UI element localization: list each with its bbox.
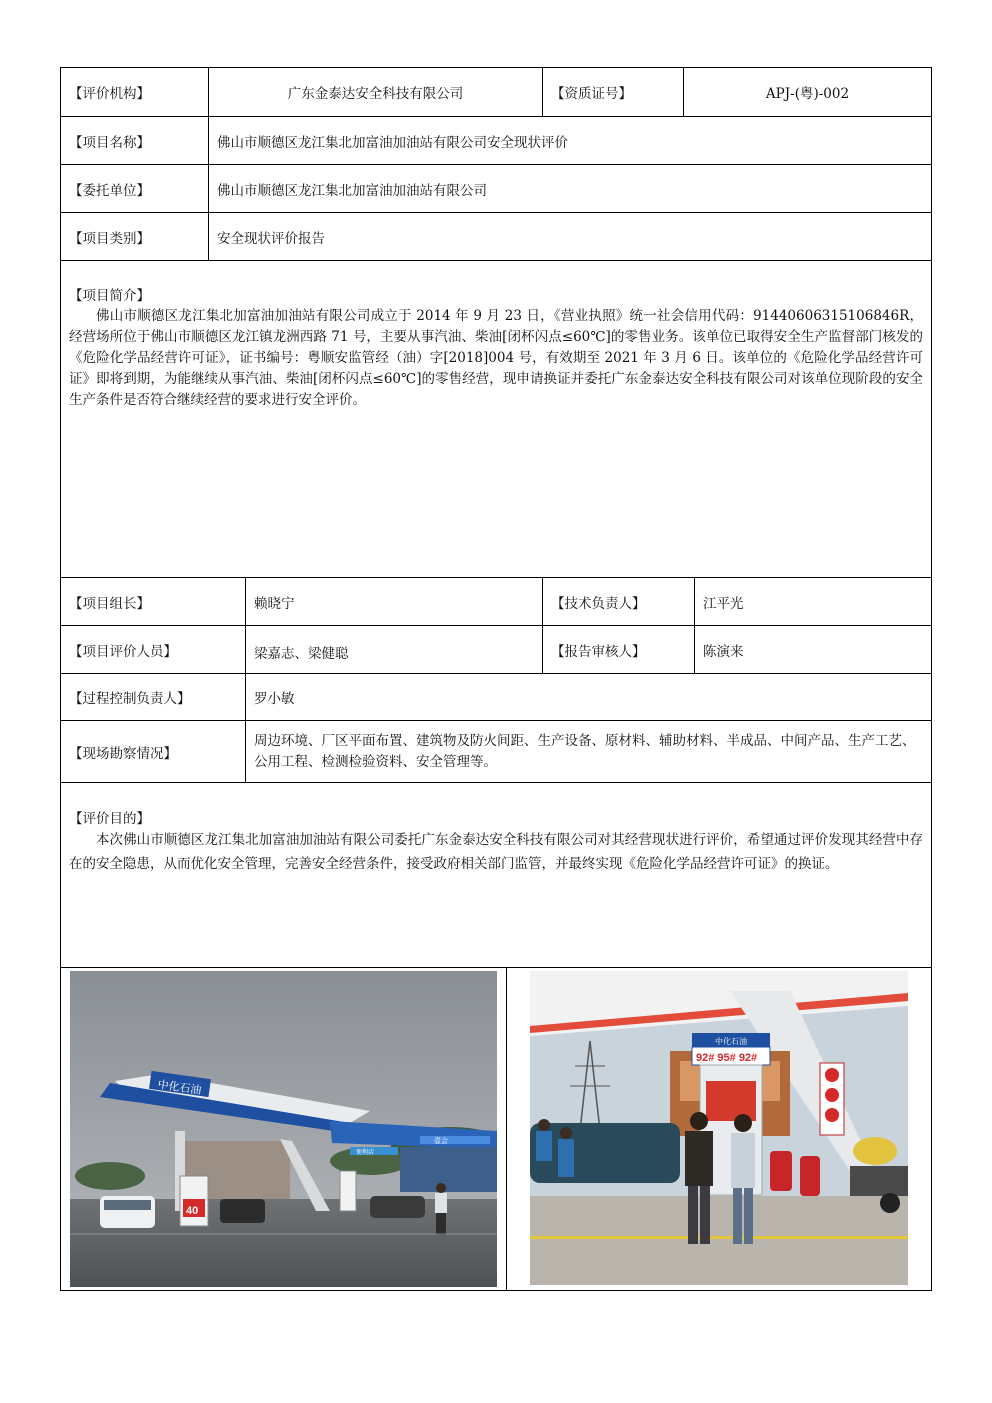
process-value: 罗小敏 [254, 691, 295, 707]
category-row [61, 213, 931, 261]
right-price-sign: 92# 95# 92# [696, 1052, 758, 1064]
category-value: 安全现状评价报告 [217, 230, 325, 247]
client-label: 【委托单位】 [61, 165, 209, 212]
cert-label: 【资质证号】 [543, 68, 684, 116]
intro-title: 【项目简介】 [69, 288, 150, 304]
survey-value: 周边环境、厂区平面布置、建筑物及防火间距、生产设备、原材料、辅助材料、半成品、中间产品、生产工艺、公用工程、检测检验资料、安全管理等。 [254, 732, 916, 770]
leader-value: 赖晓宁 [246, 578, 543, 625]
evaluators-value: 梁嘉志、梁健聪 [246, 626, 543, 673]
left-shop-sign: 壹会 [434, 1138, 448, 1145]
right-site-photo [530, 971, 908, 1285]
org-row [61, 68, 931, 117]
left-shop2-sign: 便利店 [356, 1150, 375, 1156]
org-value: 广东金泰达安全科技有限公司 [209, 68, 543, 116]
reviewer-label: 【报告审核人】 [543, 626, 695, 673]
left-canopy-sign: 中化石油 [156, 1078, 203, 1097]
leader-label: 【项目组长】 [61, 578, 246, 625]
purpose-text: 本次佛山市顺德区龙江集北加富油加油站有限公司委托广东金泰达安全科技有限公司对其经营现状进行评价，希望通过评价发现其经营中存在的安全隐患，从而优化安全管理，完善安全经营条件，接受政府相关部门监管，并最终实现《危险化学品经营许可证》的换证。 [69, 832, 923, 872]
intro-block [61, 261, 931, 578]
process-label: 【过程控制负责人】 [61, 674, 246, 720]
client-value: 佛山市顺德区龙江集北加富油加油站有限公司 [217, 182, 487, 199]
left-price-sign: 40 [186, 1205, 199, 1217]
client-row [61, 165, 931, 213]
tech-label: 【技术负责人】 [543, 578, 695, 625]
purpose-block [61, 783, 931, 968]
process-row [61, 674, 931, 721]
leader-row [61, 578, 931, 626]
evaluators-row [61, 626, 931, 674]
left-site-photo [70, 971, 497, 1287]
tech-value: 江平光 [703, 595, 744, 612]
gas-station-photo-left [70, 971, 497, 1287]
project-name-row [61, 117, 931, 165]
project-name-label: 【项目名称】 [61, 117, 209, 164]
gas-station-photo-right [530, 971, 908, 1285]
cert-value: APJ-(粤)-002 [765, 86, 850, 102]
right-canopy-sign: 中化石油 [715, 1037, 747, 1046]
intro-text: 佛山市顺德区龙江集北加富油加油站有限公司成立于 2014 年 9 月 23 日，《营业执照》统一社会信用代码：91440606315106846R，经营场所位于佛山市顺德区龙江镇龙洲西路 71 号，主要从事汽油、柴油[闭杯闪点≤60℃]的零售业务。该单位已取得安全生产监督部门核发的《危险化学品经营许可证》，证书编号：粤顺安监管经（油）字[2018]004 号，有效期至 2021 年 3 月 6 日。该单位的《危险化学品经营许可证》即将到期，为能继续从事汽油、柴油[闭杯闪点≤60℃]的零售经营，现申请换证并委托广东金泰达安全科技有限公司对该单位现阶段的安全生产条件是否符合继续经营的要求进行安全评价。 [69, 308, 923, 408]
org-label: 【评价机构】 [61, 68, 209, 116]
survey-label: 【现场勘察情况】 [61, 721, 246, 782]
category-label: 【项目类别】 [61, 213, 209, 260]
project-name-value: 佛山市顺德区龙江集北加富油加油站有限公司安全现状评价 [217, 134, 568, 151]
purpose-title: 【评价目的】 [69, 811, 150, 827]
photo-divider [506, 968, 507, 1290]
reviewer-value: 陈演来 [703, 643, 744, 660]
evaluation-info-table [60, 67, 932, 1291]
photos-row [61, 968, 931, 1290]
evaluators-label: 【项目评价人员】 [61, 626, 246, 673]
survey-row [61, 721, 931, 783]
